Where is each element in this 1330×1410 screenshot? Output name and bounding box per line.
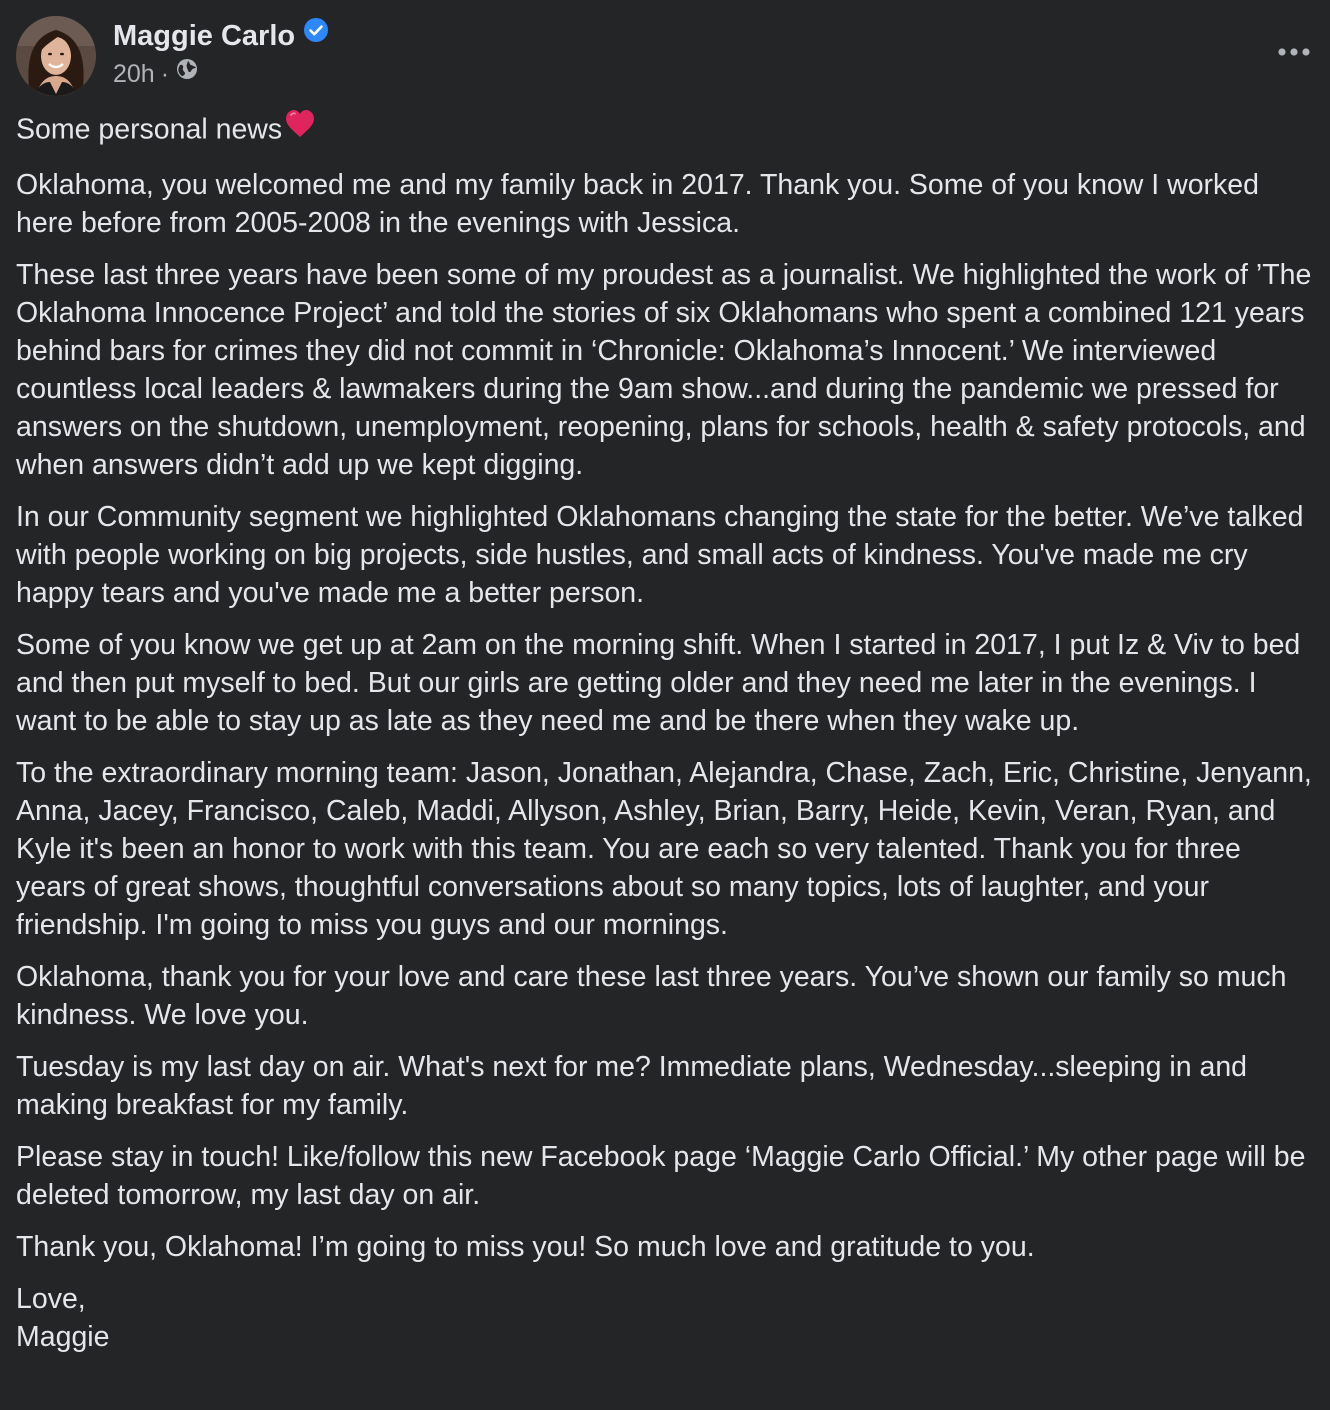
meta-separator: · — [160, 60, 170, 88]
author-avatar[interactable] — [16, 16, 96, 96]
post-body — [16, 110, 1316, 1370]
post-header — [16, 16, 1314, 96]
more-options-icon — [1274, 36, 1314, 66]
post-paragraph: Tuesday is my last day on air. What's next for me? Immediate plans, Wednesday...sleeping in and making breakfast for my family. — [16, 1051, 1248, 1121]
post-timestamp[interactable]: 20h — [113, 60, 155, 88]
post-paragraph-text: Some personal news — [16, 113, 283, 146]
verified-badge-icon — [303, 16, 329, 52]
post-paragraph: Thank you, Oklahoma! I’m going to miss you! So much love and gratitude to you. — [16, 1231, 1035, 1263]
signoff-line-1: Love, — [16, 1283, 86, 1315]
post-paragraph: To the extraordinary morning team: Jason, Jonathan, Alejandra, Chase, Zach, Eric, Christine, Jenyann, Anna, Jacey, Francisco, Caleb, Maddi, Allyson, Ashley, Brian, Barry, Heide, Kevin, Veran, Ryan, and Kyle it's been an honor to work with this team. You are each so very talented. Thank you for three years of great shows, thoughtful conversations about so many topics, lots of laughter, and your friendship. I'm going to miss you guys and our mornings. — [16, 757, 1312, 941]
author-name[interactable] — [113, 18, 329, 55]
post-paragraph: Please stay in touch! Like/follow this new Facebook page ‘Maggie Carlo Official.’ My other page will be deleted tomorrow, my last day on air. — [16, 1141, 1306, 1211]
post-paragraph — [16, 110, 1316, 152]
globe-icon[interactable] — [175, 57, 199, 89]
post-meta — [113, 58, 199, 91]
signoff-line-2: Maggie — [16, 1321, 110, 1353]
more-options-button[interactable] — [1274, 36, 1314, 66]
red-heart-icon — [284, 108, 316, 150]
post-paragraph: Some of you know we get up at 2am on the morning shift. When I started in 2017, I put Iz & Viv to bed and then put myself to bed. But our girls are getting older and they need me later in the evenings. I want to be able to stay up as late as they need me and be there when they wake up. — [16, 629, 1301, 737]
post-paragraph: In our Community segment we highlighted Oklahomans changing the state for the better. We’ve talked with people working on big projects, side hustles, and small acts of kindness. You've made me cry happy tears and you've made me a better person. — [16, 501, 1304, 609]
post-paragraph: Oklahoma, you welcomed me and my family back in 2017. Thank you. Some of you know I worked here before from 2005-2008 in the evenings with Jessica. — [16, 169, 1259, 239]
post-signoff — [16, 1280, 1316, 1356]
post-paragraph: These last three years have been some of my proudest as a journalist. We highlighted the work of ’The Oklahoma Innocence Project’ and told the stories of six Oklahomans who spent a combined 121 years behind bars for crimes they did not commit in ‘Chronicle: Oklahoma’s Innocent.’ We interviewed countless local leaders & lawmakers during the 9am show...and during the pandemic we pressed for answers on the shutdown, unemployment, reopening, plans for schools, health & safety protocols, and when answers didn’t add up we kept digging. — [16, 259, 1312, 481]
profile-photo-icon — [16, 16, 96, 96]
post-paragraph: Oklahoma, thank you for your love and care these last three years. You’ve shown our family so much kindness. We love you. — [16, 961, 1287, 1031]
author-name-text[interactable]: Maggie Carlo — [113, 20, 296, 52]
